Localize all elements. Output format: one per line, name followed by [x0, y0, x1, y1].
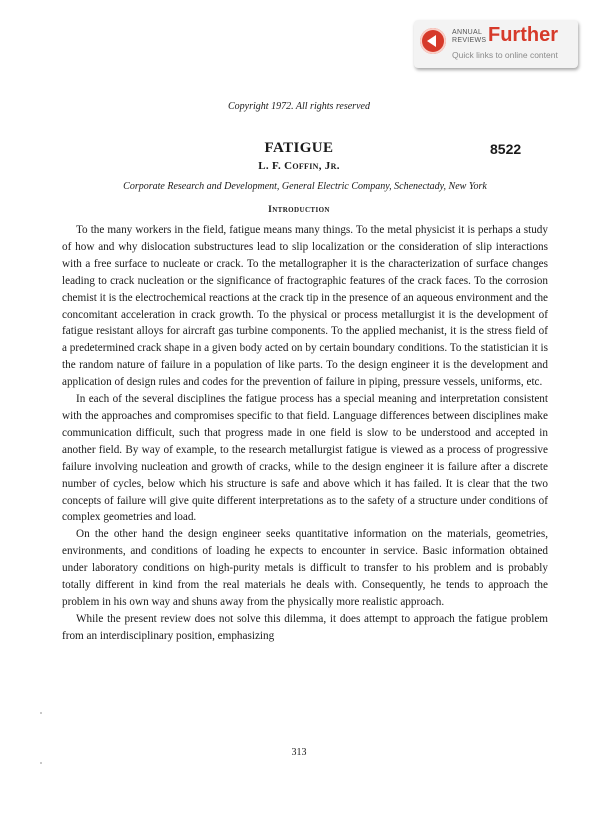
section-heading-introduction: Introduction [268, 205, 330, 215]
article-title: FATIGUE [264, 140, 334, 156]
paragraph-4: While the present review does not solve this dilemma, it does attempt to approach the fatigue problem from an interdisciplinary position, emphasizing [62, 612, 548, 642]
arrow-left-icon [427, 35, 436, 47]
article-body [62, 222, 548, 645]
annual-label: ANNUAL [452, 29, 483, 36]
scan-speck [40, 712, 42, 714]
author-affiliation: Corporate Research and Development, General Electric Company, Schenectady, New York [123, 181, 487, 192]
further-arrow-icon[interactable] [420, 28, 446, 54]
paragraph-1: To the many workers in the field, fatigue means many things. To the metal physicist it is perhaps a study of how and why dislocation substructures lead to slip localization or the consideration of slip interactions with a free surface to nucleate or crack. To the metallographer it is the characterization of surface changes leading to crack nucleation or the significance of fractographic features of the crack faces. To the corrosion chemist it is the electrochemical reactions at the crack tip in the presence of an aqueous environment and the concomitant acceleration in crack growth. To the physical or process metallurgist it is the development of fatigue resistant alloys for aircraft gas turbine components. To the applied mechanist, it is the stress field of a predetermined crack shape in a given body acted on by certain boundary conditions. To the statistician it is the random nature of failure in a population of like parts. To the design engineer it is the development and application of design rules and codes for the prevention of failure in piping, pressure vessels, uniforms, etc. [62, 224, 548, 389]
scan-speck [40, 762, 42, 764]
annual-reviews-further-badge[interactable] [414, 20, 578, 68]
copyright-line: Copyright 1972. All rights reserved [228, 101, 370, 112]
page-number: 313 [291, 747, 307, 758]
further-label: Further [488, 24, 558, 46]
author-name: L. F. Coffin, Jr. [258, 160, 340, 172]
article-number: 8522 [490, 141, 522, 157]
paragraph-3: On the other hand the design engineer seeks quantitative information on the materials, geometries, environments, and conditions of loading he expects to encounter in service. Basic information obtained under laboratory conditions on high-purity metals is difficult to transfer to his problem and is probably totally different in kind from the real materials he deals with. Consequently, he tends to approach the problem in his own way and shuns away from the physically more realistic approach. [62, 528, 548, 608]
reviews-label: REVIEWS [452, 37, 487, 44]
paragraph-2: In each of the several disciplines the fatigue process has a special meaning and interpretation consistent with the approaches and compromises specific to that field. Language differences between disciplines make communication difficult, such that progress made in one field is slow to be understood and accepted in another field. By way of example, to the research metallurgist fatigue is viewed as a process of progressive failure involving nucleation and growth of cracks, while to the design engineer it is failure after a discrete number of cycles, below which his structure is safe and above which it has failed. It is clear that the two concepts of failure will give quite different interpretations as to the safety of a structure under conditions of complex geometries and load. [62, 393, 548, 524]
quick-links-tagline[interactable]: Quick links to online content [452, 50, 558, 60]
annual-reviews-logo-text [452, 29, 486, 45]
